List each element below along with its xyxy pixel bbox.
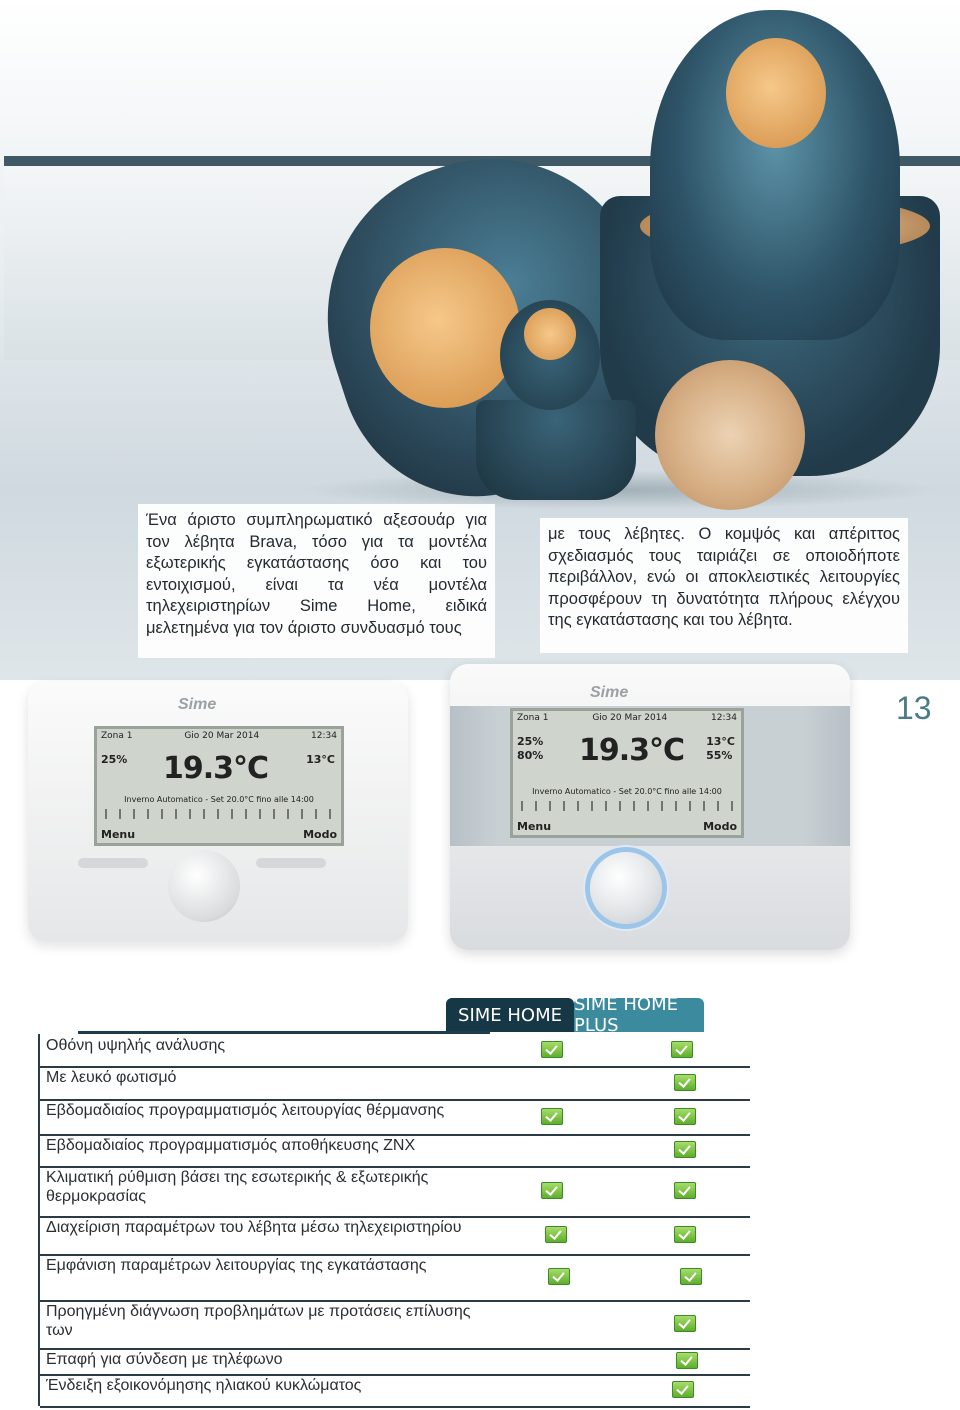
checkmark-icon: [674, 1074, 696, 1091]
time-label: 12:34: [311, 731, 337, 741]
table-row: [40, 1166, 750, 1218]
screen-header: [101, 731, 337, 741]
device-screen: [510, 708, 744, 838]
value-1: 25%: [517, 735, 544, 748]
page-number: 13: [896, 690, 932, 726]
col-header-sime-home: SIME HOME: [446, 998, 574, 1032]
program-bar: [105, 809, 333, 819]
mode-softkey: Modo: [703, 820, 737, 833]
value-2: 80%: [517, 749, 544, 762]
screen-header: [517, 713, 737, 723]
brand-logo: Sime: [178, 696, 217, 713]
sime-home-plus-device: [450, 664, 850, 950]
doll-face: [726, 38, 826, 148]
temperature-value: 19.3°C: [579, 733, 685, 768]
menu-softkey: Menu: [101, 828, 136, 841]
checkmark-icon: [548, 1268, 570, 1285]
table-row: [40, 1099, 750, 1136]
feature-label: Ένδειξη εξοικονόμησης ηλιακού κυκλώματος: [46, 1376, 492, 1395]
program-bar: [521, 801, 733, 811]
table-row: [40, 1348, 750, 1376]
table-row: [40, 1066, 750, 1101]
checkmark-icon: [676, 1352, 698, 1369]
mode-line: Inverno Automatico - Set 20.0°C fino alle 14:00: [124, 795, 314, 804]
date-label: Gio 20 Mar 2014: [592, 713, 668, 723]
feature-label: Επαφή για σύνδεση με τηλέφωνο: [46, 1350, 492, 1369]
zone-label: Zona 1: [101, 731, 133, 741]
checkmark-icon: [541, 1041, 563, 1058]
doll-face: [370, 248, 520, 408]
outdoor-temp-value: 13°C: [306, 753, 335, 766]
checkmark-icon: [674, 1108, 696, 1125]
feature-label: Εβδομαδιαίος προγραμματισμός λειτουργίας θέρμανσης: [46, 1101, 492, 1120]
brand-logo: Sime: [590, 684, 629, 701]
checkmark-icon: [541, 1182, 563, 1199]
screen-footer: [101, 828, 337, 841]
checkmark-icon: [674, 1141, 696, 1158]
col-header-sime-home-plus: SIME HOME PLUS: [574, 998, 704, 1032]
table-row: [40, 1374, 750, 1408]
checkmark-icon: [680, 1268, 702, 1285]
feature-label: Εμφάνιση παραμέτρων λειτουργίας της εγκατάστασης: [46, 1256, 492, 1275]
checkmark-icon: [541, 1108, 563, 1125]
intro-text-left: Ένα άριστο συμπληρωματικό αξεσουάρ για τον λέβητα Brava, τόσο για τα μοντέλα εξωτερικής εγκατάστασης όσο και του εντοιχισμού, είναι τα νέα μοντέλα τηλεχειριστηρίων Sime Home, ειδικά μελετημένα για τον άριστο συνδυασμό τους: [138, 504, 495, 658]
humidity-values: [517, 735, 543, 763]
table-row: [40, 1216, 750, 1256]
checkmark-icon: [672, 1381, 694, 1398]
value-1: 13°C: [706, 735, 735, 748]
doll-small-base: [476, 400, 636, 500]
table-row: [40, 1134, 750, 1168]
temperature-value: 19.3°C: [163, 751, 269, 786]
intro-text-right: με τους λέβητες. Ο κομψός και απέριττος σχεδιασμός τους ταιριάζει σε οποιοδήποτε περιβάλλον, ενώ οι αποκλειστικές λειτουργίες προσφέρουν τη δυνατότητα πλήρους ελέγχου της εγκατάστασης και του λέβητα.: [540, 518, 908, 653]
mode-softkey: Modo: [303, 828, 337, 841]
table-row: [40, 1300, 750, 1350]
checkmark-icon: [674, 1182, 696, 1199]
doll-half-shell: [655, 360, 805, 510]
feature-label: Εβδομαδιαίος προγραμματισμός αποθήκευσης ΖΝΧ: [46, 1136, 492, 1155]
checkmark-icon: [671, 1041, 693, 1058]
screen-footer: [517, 820, 737, 833]
table-row: [40, 1034, 750, 1068]
checkmark-icon: [674, 1315, 696, 1332]
device-screen: [94, 726, 344, 846]
button-right: [256, 858, 326, 868]
mode-line: Inverno Automatico - Set 20.0°C fino alle 14:00: [532, 787, 722, 796]
sime-home-device: [28, 682, 408, 942]
button-left: [78, 858, 148, 868]
outdoor-values: [706, 735, 735, 763]
humidity-value: 25%: [101, 753, 128, 766]
control-knob: [168, 850, 240, 922]
feature-label: Με λευκό φωτισμό: [46, 1068, 492, 1087]
feature-label: Προηγμένη διάγνωση προβλημάτων με προτάσεις επίλυσης των: [46, 1302, 492, 1340]
menu-softkey: Menu: [517, 820, 552, 833]
control-knob: [590, 852, 662, 924]
date-label: Gio 20 Mar 2014: [184, 731, 260, 741]
table-row: [40, 1254, 750, 1302]
time-label: 12:34: [711, 713, 737, 723]
zone-label: Zona 1: [517, 713, 549, 723]
doll-face: [524, 308, 576, 360]
checkmark-icon: [674, 1226, 696, 1243]
value-2: 55%: [706, 749, 733, 762]
checkmark-icon: [545, 1226, 567, 1243]
feature-label: Οθόνη υψηλής ανάλυσης: [46, 1036, 492, 1055]
feature-label: Διαχείριση παραμέτρων του λέβητα μέσω τηλεχειριστηρίου: [46, 1218, 492, 1237]
feature-label: Κλιματική ρύθμιση βάσει της εσωτερικής & εξωτερικής θερμοκρασίας: [46, 1168, 492, 1206]
